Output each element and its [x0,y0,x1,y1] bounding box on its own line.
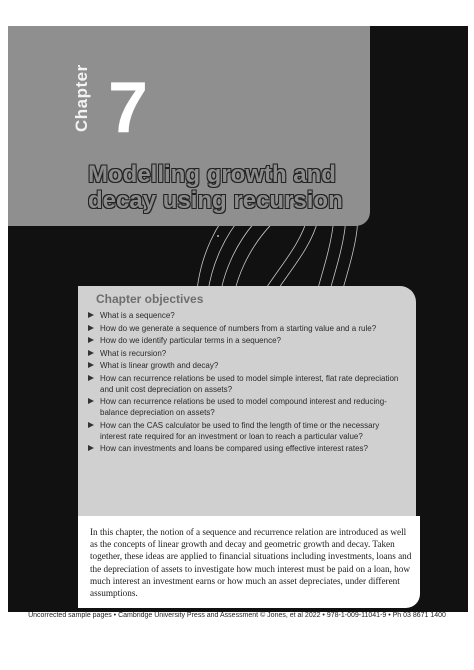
list-item [88,420,406,442]
chapter-title-line-1: Modelling growth and [88,161,336,188]
list-item [88,396,406,418]
chapter-opener-page [8,26,468,612]
list-item [88,335,406,346]
arrow-bullet-icon [88,362,94,368]
arrow-bullet-icon [88,350,94,356]
chapter-header-panel [8,26,370,226]
page-footer: Uncorrected sample pages • Cambridge University Press and Assessment © Jones, et al 2022 • 978-1-009-11041-9 • Ph 03 8671 1400 [28,612,446,619]
arrow-bullet-icon [88,375,94,381]
chapter-number: 7 [108,68,149,148]
objective-text: How do we generate a sequence of numbers from a starting value and a rule? [100,323,377,333]
chapter-objectives-box [78,286,416,516]
objective-text: How can the CAS calculator be used to find the length of time or the necessary interest rate required for an investment or loan to reach a particular value? [100,420,380,441]
list-item [88,360,406,371]
list-item [88,310,406,321]
arrow-bullet-icon [88,445,94,451]
list-item [88,443,406,454]
list-item [88,323,406,334]
objective-text: What is a sequence? [100,311,175,320]
objectives-heading: Chapter objectives [96,292,204,306]
chapter-label: Chapter [72,64,91,132]
arrow-bullet-icon [88,398,94,404]
arrow-bullet-icon [88,422,94,428]
objectives-list [88,310,406,456]
arrow-bullet-icon [88,337,94,343]
objective-text: How do we identify particular terms in a sequence? [100,336,281,345]
arrow-bullet-icon [88,325,94,331]
objective-text: What is recursion? [100,348,167,358]
list-item [88,373,406,395]
arrow-bullet-icon [88,312,94,318]
objective-text: How can recurrence relations be used to model simple interest, flat rate depreciation and unit cost depreciation on assets? [100,373,399,394]
chapter-title-line-2: decay using recursion [88,187,343,214]
chapter-title [88,162,343,214]
list-item [88,348,406,359]
intro-paragraph: In this chapter, the notion of a sequence and recurrence relation are introduced as well as the concepts of linear growth and decay and geometric growth and decay. Taken together, these ideas are applied to financial situations including investments, loans and the depreciation of assets to investigate how much interest must be paid on a loan, how much interest an investment earns or how much an asset depreciates, under different assumptions. [90,527,412,599]
objective-text: How can investments and loans be compared using effective interest rates? [100,444,368,453]
objective-text: How can recurrence relations be used to model compound interest and reducing-balance depreciation on assets? [100,397,387,417]
objective-text: What is linear growth and decay? [100,361,219,370]
intro-text-box [78,516,420,608]
